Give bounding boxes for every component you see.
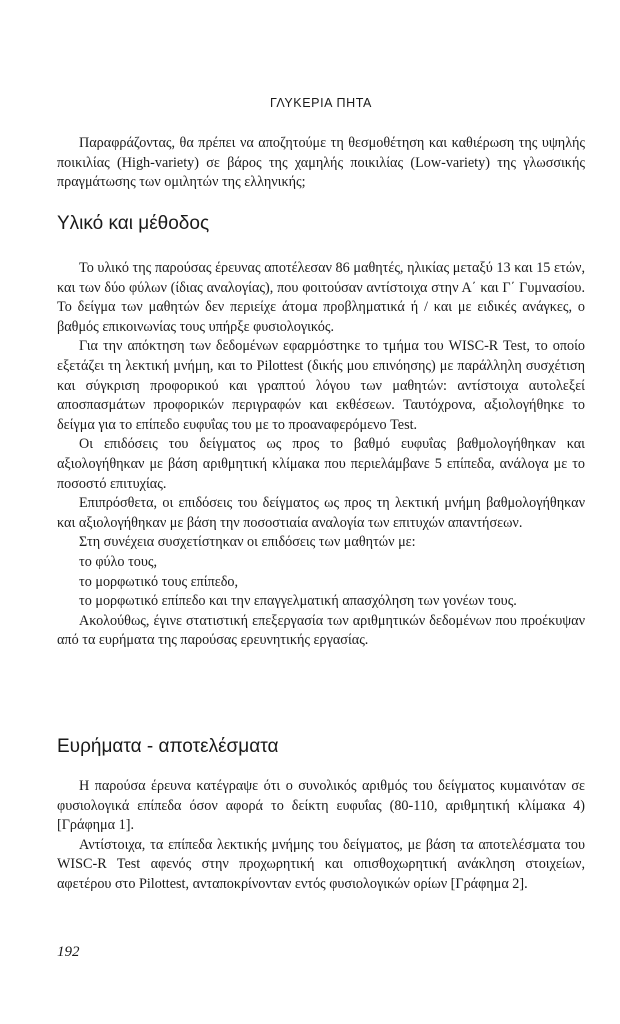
section-heading-method: Υλικό και μέθοδος — [57, 213, 210, 234]
paragraph: Το υλικό της παρούσας έρευνας αποτέλεσαν 86 μαθητές, ηλικίας μεταξύ 13 και 15 ετών, και των δύο φύλων (ίδιας αναλογίας), που φοιτούσαν αντίστοιχα στην Α΄ και Γ΄ Γυμνασίου. Το δείγμα των μαθητών δεν περιείχε άτομα προβληματικά ή / και με ειδικές ανάγκες, ο βαθμός επικοινωνίας τους υπήρξε φυσιολογικός. — [57, 260, 585, 335]
paragraph: Οι επιδόσεις του δείγματος ως προς το βαθμό ευφυΐας βαθμολογήθηκαν και αξιολογήθηκαν με βάση αριθμητική κλίμακα που περιελάμβανε 5 επίπεδα, ανάλογα με το ποσοστό επιτυχίας. — [57, 436, 585, 492]
paragraph: Αντίστοιχα, τα επίπεδα λεκτικής μνήμης του δείγματος, με βάση τα αποτελέσματα του WISC-R Test αφενός στην προχωρητική και οπισθοχωρητική ανάκληση στοιχείων, αφετέρου στο Pilottest, ανταποκρίνονταν εντός φυσιολογικών ορίων [Γράφημα 2]. — [57, 836, 585, 892]
results-section-body — [57, 777, 585, 895]
list-item: το φύλο τους, — [79, 553, 158, 570]
intro-text: Παραφράζοντας, θα πρέπει να αποζητούμε τη θεσμοθέτηση και καθιέρωση της υψηλής ποικιλίας (High-variety) σε βάρος της χαμηλής ποικιλίας (Low-variety) της γλωσσικής πραγμάτωσης των ομιλητών της ελληνικής; — [57, 135, 585, 191]
list-item: το μορφωτικό τους επίπεδο, — [79, 573, 239, 590]
page-number: 192 — [57, 944, 80, 960]
paragraph: Η παρούσα έρευνα κατέγραψε ότι ο συνολικός αριθμός του δείγματος κυμαινόταν σε φυσιολογικά επίπεδα όσον αφορά το δείκτη ευφυΐας (80-110, αριθμητική κλίμακα 4) [Γράφημα 1]. — [57, 778, 585, 834]
paragraph: Για την απόκτηση των δεδομένων εφαρμόστηκε το τμήμα του WISC-R Test, το οποίο εξετάζει τη λεκτική μνήμη, και το Pilottest (δικής μου επινόησης) με παράλληλη συσχέτιση και σύγκριση προφορικού και γραπτού λόγου των μαθητών: αντίστοιχα αυτολεξεί αποσπασμάτων προφορικών περιγραφών και εκθέσεων. Ταυτόχρονα, αξιολογήθηκε το δείγμα για το επίπεδο ευφυΐας του με το προαναφερόμενο Test. — [57, 338, 585, 433]
section-heading-results: Ευρήματα - αποτελέσματα — [57, 736, 279, 757]
paragraph: Ακολούθως, έγινε στατιστική επεξεργασία των αριθμητικών δεδομένων που προέκυψαν από τα ευρήματα της παρούσας ερευνητικής εργασίας. — [57, 612, 585, 649]
paragraph: Στη συνέχεια συσχετίστηκαν οι επιδόσεις των μαθητών με: — [79, 534, 416, 551]
running-head: ΓΛΥΚΕΡΙΑ ΠΗΤΑ — [269, 96, 372, 110]
method-section-body — [57, 259, 585, 651]
list-item: το μορφωτικό επίπεδο και την επαγγελματική απασχόληση των γονέων τους. — [79, 593, 517, 610]
intro-paragraph — [57, 134, 585, 193]
paragraph: Επιπρόσθετα, οι επιδόσεις του δείγματος ως προς τη λεκτική μνήμη βαθμολογήθηκαν και αξιολογήθηκαν με βάση την ποσοστιαία αναλογία των επιτυχών απαντήσεων. — [57, 495, 585, 531]
